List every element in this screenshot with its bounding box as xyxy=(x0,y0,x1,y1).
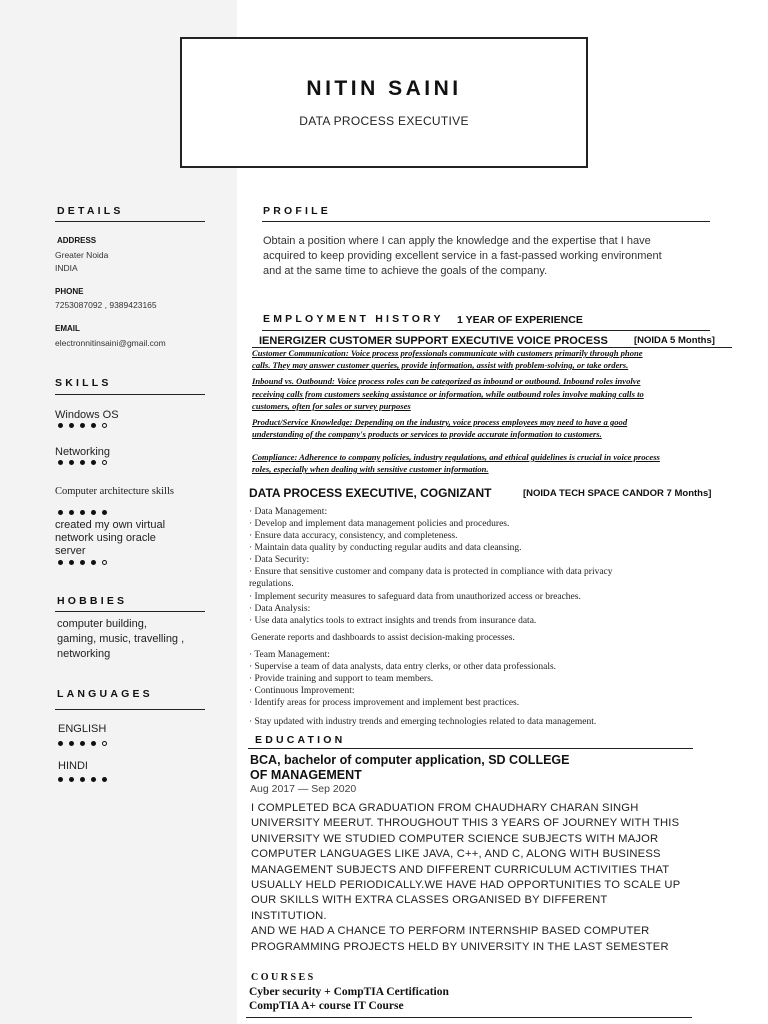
courses-rule xyxy=(246,1017,692,1018)
education-line: MANAGEMENT SUBJECTS AND DIFFERENT CURRICULUM ACTIVITIES THAT xyxy=(251,863,670,876)
level-dot-empty xyxy=(102,423,107,428)
job1-line: calls. They may answer customer queries, provide information, assist with problem-solving, or take orders. xyxy=(252,360,629,370)
email-value[interactable]: electronnitinsaini@gmail.com xyxy=(55,338,166,348)
level-dot-filled xyxy=(80,741,85,746)
skill-name: Computer architecture skills xyxy=(55,486,174,497)
job2-line: · Ensure data accuracy, consistency, and completeness. xyxy=(249,531,458,541)
language-name: HINDI xyxy=(58,760,88,772)
skill-level-dots xyxy=(58,460,107,465)
employment-heading: EMPLOYMENT HISTORY xyxy=(263,313,444,325)
job2-line: · Maintain data quality by conducting regular audits and data cleansing. xyxy=(249,543,522,553)
courses-heading: COURSES xyxy=(251,972,316,983)
employment-rule xyxy=(262,330,710,331)
degree-line: OF MANAGEMENT xyxy=(250,768,362,782)
job1-line: understanding of the company's products or services to provide accurate information to customers. xyxy=(252,429,602,439)
profile-line: Obtain a position where I can apply the knowledge and the expertise that I have xyxy=(263,235,651,247)
job2-line: regulations. xyxy=(249,579,294,589)
hobbies-line: computer building, xyxy=(57,618,147,630)
level-dot-filled xyxy=(69,460,74,465)
job1-line: Compliance: Adherence to company policies, industry regulations, and ethical guidelines is crucial in voice process xyxy=(252,452,660,462)
level-dot-filled xyxy=(80,777,85,782)
level-dot-filled xyxy=(91,741,96,746)
education-line: PROGRAMMING PROJECTS HELD BY UNIVERSITY IN THE LAST SEMESTER xyxy=(251,940,669,953)
job1-line: roles, especially when dealing with sensitive customer information. xyxy=(252,464,489,474)
job2-line: · Data Management: xyxy=(249,507,328,517)
phone-value: 7253087092 , 9389423165 xyxy=(55,300,157,310)
level-dot-filled xyxy=(58,741,63,746)
level-dot-filled xyxy=(102,777,107,782)
language-level-dots xyxy=(58,741,107,746)
level-dot-filled xyxy=(58,423,63,428)
email-label: EMAIL xyxy=(55,324,80,333)
education-line: UNIVERSITY WE STUDIED COMPUTER SCIENCE SUBJECTS WITH MAJOR xyxy=(251,832,659,845)
level-dot-filled xyxy=(58,560,63,565)
profile-heading: PROFILE xyxy=(263,205,331,217)
language-name: ENGLISH xyxy=(58,723,107,735)
level-dot-filled xyxy=(91,423,96,428)
level-dot-filled xyxy=(69,560,74,565)
address-line-2: INDIA xyxy=(55,263,78,273)
skill-name-line: server xyxy=(55,545,86,557)
skills-rule xyxy=(55,394,205,395)
education-line: I COMPLETED BCA GRADUATION FROM CHAUDHARY CHARAN SINGH xyxy=(251,802,639,814)
level-dot-empty xyxy=(102,460,107,465)
profile-rule xyxy=(262,221,710,222)
profile-line: and at the same time to achieve the goals of the company. xyxy=(263,265,548,277)
degree-line: BCA, bachelor of computer application, SD COLLEGE xyxy=(250,753,570,767)
job1-line: Inbound vs. Outbound: Voice process roles can be categorized as inbound or outbound. Inbound roles involve xyxy=(252,376,641,386)
skill-level-dots xyxy=(58,423,107,428)
level-dot-filled xyxy=(80,510,85,515)
level-dot-empty xyxy=(102,560,107,565)
job2-line: · Provide training and support to team members. xyxy=(249,674,434,684)
job2-line: Generate reports and dashboards to assist decision-making processes. xyxy=(251,633,515,643)
level-dot-filled xyxy=(69,510,74,515)
job2-line: · Identify areas for process improvement and implement best practices. xyxy=(249,698,520,708)
job2-line: · Use data analytics tools to extract insights and trends from insurance data. xyxy=(249,616,537,626)
education-line: COMPUTER LANGUAGES LIKE JAVA, C++, AND C, ALONG WITH BUSINESS xyxy=(251,848,661,861)
address-line-1: Greater Noida xyxy=(55,250,109,260)
skill-level-dots xyxy=(58,510,107,515)
job2-line: · Ensure that sensitive customer and company data is protected in compliance with data privacy xyxy=(249,567,613,577)
details-rule xyxy=(55,221,205,222)
skills-heading: SKILLS xyxy=(55,377,112,389)
job1-line: Customer Communication: Voice process professionals communicate with customers primarily through phone xyxy=(252,348,643,358)
languages-rule xyxy=(55,709,205,710)
education-rule xyxy=(248,748,693,749)
skill-name-line: created my own virtual xyxy=(55,519,166,531)
experience-summary: 1 YEAR OF EXPERIENCE xyxy=(457,314,583,326)
job2-line: · Implement security measures to safeguard data from unauthorized access or breaches. xyxy=(249,592,581,602)
level-dot-filled xyxy=(58,777,63,782)
level-dot-filled xyxy=(69,423,74,428)
course-line: CompTIA A+ course IT Course xyxy=(249,1000,404,1012)
education-line: OUR SKILLS WITH EXTRA CLASSES ORGANISED BY DIFFERENT INSTITUTION. xyxy=(251,894,608,922)
skill-name: Networking xyxy=(55,446,111,458)
candidate-name: NITIN SAINI xyxy=(306,77,462,100)
level-dot-filled xyxy=(91,460,96,465)
skill-name: Windows OS xyxy=(55,409,119,421)
job2-line: · Stay updated with industry trends and emerging technologies related to data management. xyxy=(249,717,597,727)
job2-line: · Data Analysis: xyxy=(249,604,311,614)
level-dot-filled xyxy=(102,510,107,515)
level-dot-filled xyxy=(91,560,96,565)
job1-meta: [NOIDA 5 Months] xyxy=(634,335,715,346)
job2-meta: [NOIDA TECH SPACE CANDOR 7 Months] xyxy=(523,488,712,499)
job-title: DATA PROCESS EXECUTIVE xyxy=(299,114,469,128)
level-dot-filled xyxy=(80,423,85,428)
job1-line: customers, often for sales or survey purposes xyxy=(252,401,411,411)
education-description xyxy=(251,801,681,955)
skill-name-line: network using oracle xyxy=(55,532,156,544)
skill-level-dots xyxy=(58,560,107,565)
level-dot-filled xyxy=(80,560,85,565)
phone-label: PHONE xyxy=(55,287,84,296)
hobbies-rule xyxy=(55,611,205,612)
job1-line: Product/Service Knowledge: Depending on the industry, voice process employees may need to have a good xyxy=(252,417,628,427)
details-heading: DETAILS xyxy=(57,205,124,217)
level-dot-empty xyxy=(102,741,107,746)
hobbies-line: networking xyxy=(57,648,111,660)
hobbies-line: gaming, music, travelling , xyxy=(57,633,185,645)
profile-line: acquired to keep providing excellent service in a fast-passed working environment xyxy=(263,250,662,262)
languages-heading: LANGUAGES xyxy=(57,688,153,700)
course-line: Cyber security + CompTIA Certification xyxy=(249,986,449,998)
level-dot-filled xyxy=(58,510,63,515)
education-line: UNIVERSITY MEERUT. THROUGHOUT THIS 3 YEARS OF JOURNEY WITH THIS xyxy=(251,817,680,830)
education-heading: EDUCATION xyxy=(255,734,346,746)
level-dot-filled xyxy=(91,510,96,515)
job1-line: receiving calls from customers seeking assistance or information, while outbound roles involve making calls to xyxy=(252,389,644,399)
job2-line: · Team Management: xyxy=(249,650,330,660)
level-dot-filled xyxy=(69,777,74,782)
level-dot-filled xyxy=(69,741,74,746)
job2-line: · Develop and implement data management policies and procedures. xyxy=(249,519,510,529)
job2-line: · Continuous Improvement: xyxy=(249,686,355,696)
address-label: ADDRESS xyxy=(57,236,97,245)
header-box xyxy=(180,37,588,168)
level-dot-filled xyxy=(80,460,85,465)
education-dates: Aug 2017 — Sep 2020 xyxy=(250,783,357,795)
job1-title: IENERGIZER CUSTOMER SUPPORT EXECUTIVE VOICE PROCESS xyxy=(259,335,608,347)
education-line: USUALLY HELD PERIODICALLY.WE HAVE HAD OPPORTUNITIES TO SCALE UP xyxy=(251,879,681,892)
education-line: AND WE HAD A CHANCE TO PERFORM INTERNSHIP BASED COMPUTER xyxy=(251,925,650,938)
job2-line: · Supervise a team of data analysts, data entry clerks, or other data professionals. xyxy=(249,662,557,672)
level-dot-filled xyxy=(58,460,63,465)
job2-line: · Data Security: xyxy=(249,555,310,565)
level-dot-filled xyxy=(91,777,96,782)
job2-title: DATA PROCESS EXECUTIVE, COGNIZANT xyxy=(249,486,492,500)
hobbies-heading: HOBBIES xyxy=(57,595,128,607)
language-level-dots xyxy=(58,777,107,782)
